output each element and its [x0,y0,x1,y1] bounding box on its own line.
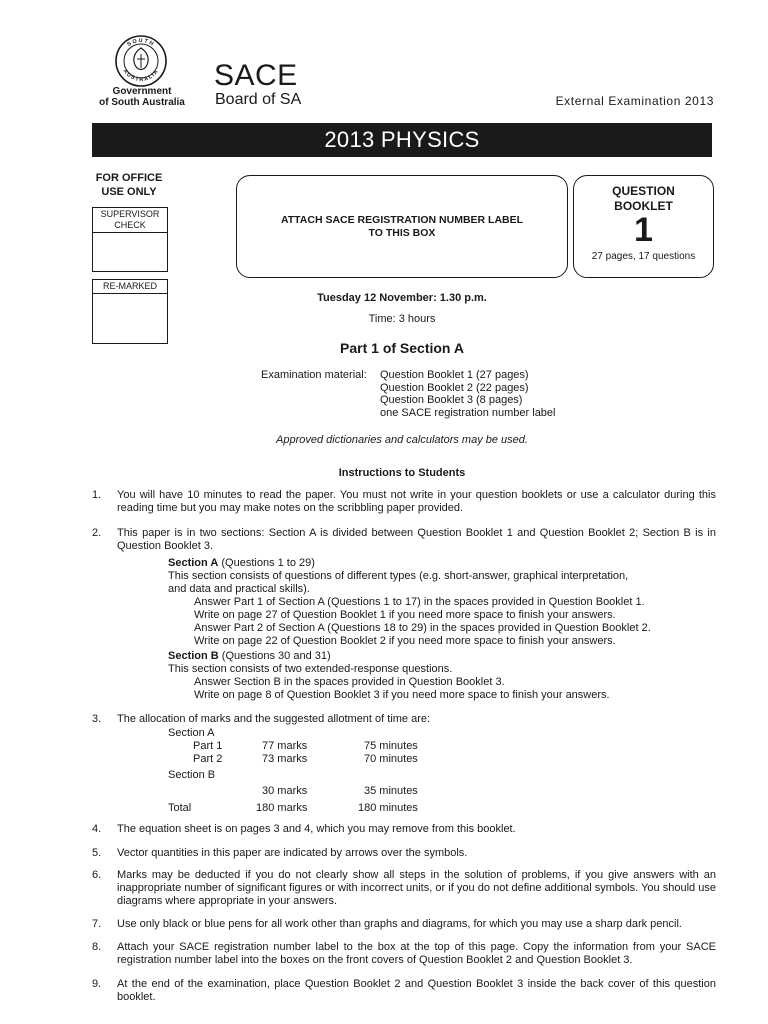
instruction-text: The equation sheet is on pages 3 and 4, which you may remove from this booklet. [117,823,516,835]
instruction-8 [92,941,716,967]
gov-line-1: Government [112,86,172,97]
office-use-title [92,171,166,199]
material-item: Question Booklet 2 (22 pages) [380,381,529,394]
section-a-title: Section A [168,557,219,569]
instruction-3 [92,713,716,726]
instruction-number: 2. [92,527,102,539]
booklet-line-1: QUESTION [612,184,675,198]
approved-note: Approved dictionaries and calculators may be used. [276,434,528,446]
instruction-4 [92,823,716,836]
material-item: Question Booklet 3 (8 pages) [380,394,523,406]
instruction-text: At the end of the examination, place Question Booklet 2 and Question Booklet 3 inside the back cover of this question booklet. [117,978,716,1003]
supervisor-line-1: SUPERVISOR [100,209,160,219]
marks-total-time: 180 minutes [358,802,418,814]
remarked-label: RE-MARKED [93,280,167,294]
question-booklet-box [573,175,714,278]
instructions-heading: Instructions to Students [338,467,466,479]
remarked-box [92,279,168,344]
section-a-line: and data and practical skills). [168,583,310,595]
instruction-text: Use only black or blue pens for all work other than graphs and diagrams, for which you may use a sharp dark pencil. [117,918,682,930]
supervisor-line-2: CHECK [114,220,146,230]
government-seal-logo [114,34,168,88]
sace-title: SACE [214,59,298,92]
instruction-number: 4. [92,823,102,835]
instruction-text: Marks may be deducted if you do not clearly show all steps in the solution of problems, if you give answers with an inappropriate number of significant figures or with incorrect units, or if you do not define additional symbols. You should use diagrams where appropriate in your answers. [117,869,716,907]
instruction-7 [92,918,716,931]
sace-subtitle: Board of SA [215,91,302,108]
section-a-line: Answer Part 1 of Section A (Questions 1 to 17) in the spaces provided in Question Booklet 1. [194,596,645,608]
section-b-title: Section B [168,650,219,662]
marks-part2-time: 70 minutes [364,753,418,765]
instruction-number: 3. [92,713,102,725]
instruction-1 [92,489,716,515]
svg-text:AUSTRALIA: AUSTRALIA [121,68,161,84]
booklet-title [574,184,713,214]
section-a-line: Answer Part 2 of Section A (Questions 18 to 29) in the spaces provided in Question Booklet 2. [194,622,651,634]
booklet-number: 1 [634,211,653,249]
svg-text:SOUTH: SOUTH [126,37,156,49]
exam-label: External Examination 2013 [555,94,714,108]
instruction-text: Attach your SACE registration number label to the box at the top of this page. Copy the information from your SACE registration number label into the boxes on the front covers of Question Booklet 2 and Question Booklet 3. [117,941,716,966]
instruction-9 [92,978,716,1004]
booklet-line-2: BOOKLET [614,199,673,213]
section-b-heading [168,650,331,663]
material-item: one SACE registration number label [380,406,556,419]
marks-part1: Part 1 [193,740,223,752]
section-b-line: This section consists of two extended-response questions. [168,663,453,675]
office-title-line-2: USE ONLY [101,186,157,198]
booklet-pages: 27 pages, 17 questions [591,251,696,262]
instruction-2 [92,527,716,553]
marks-section-b: Section B [168,769,216,781]
exam-time: Time: 3 hours [368,313,436,325]
marks-part2-marks: 73 marks [262,753,308,765]
section-b-line: Write on page 8 of Question Booklet 3 if you need more space to finish your answers. [194,689,610,701]
supervisor-check-label [93,208,167,233]
supervisor-check-box [92,207,168,272]
registration-line-1: ATTACH SACE REGISTRATION NUMBER LABEL [280,213,524,226]
government-name [92,86,192,108]
instruction-number: 1. [92,489,102,501]
section-a-line: Write on page 27 of Question Booklet 1 if you need more space to finish your answers. [194,609,616,621]
examination-material [261,369,555,419]
section-a-range: (Questions 1 to 29) [218,557,315,569]
instruction-text: This paper is in two sections: Section A is divided between Question Booklet 1 and Question Booklet 2; Section B is in Question Booklet 3. [117,527,716,552]
instruction-text: You will have 10 minutes to read the paper. You must not write in your question booklets or use a calculator during this reading time but you may make notes on the scribbling paper provided. [117,489,716,514]
instruction-text: The allocation of marks and the suggested allotment of time are: [117,713,431,725]
marks-part1-time: 75 minutes [364,740,418,752]
instruction-6 [92,869,716,908]
instruction-number: 7. [92,918,102,930]
material-label: Examination material: [261,369,367,381]
marks-b-marks: 30 marks [262,785,308,797]
section-a-heading [168,557,315,570]
material-item: Question Booklet 1 (27 pages) [380,369,529,381]
section-a-line: This section consists of questions of different types (e.g. short-answer, graphical interpretation, [168,570,629,582]
marks-total: Total [168,802,192,814]
marks-part1-marks: 77 marks [262,740,308,752]
title-banner: 2013 PHYSICS [92,123,712,157]
marks-part2: Part 2 [193,753,223,765]
instruction-number: 6. [92,869,102,881]
part-heading: Part 1 of Section A [340,340,464,356]
instruction-5 [92,847,716,860]
section-b-line: Answer Section B in the spaces provided in Question Booklet 3. [194,676,505,688]
marks-section-a: Section A [168,727,215,739]
registration-line-2: TO THIS BOX [368,226,436,239]
gov-line-2: of South Australia [99,97,185,108]
section-a-line: Write on page 22 of Question Booklet 2 if you need more space to finish your answers. [194,635,616,647]
marks-b-time: 35 minutes [364,785,418,797]
office-title-line-1: FOR OFFICE [95,172,163,184]
instruction-text: Vector quantities in this paper are indicated by arrows over the symbols. [117,847,468,859]
marks-total-marks: 180 marks [256,802,308,814]
instruction-number: 8. [92,941,102,953]
exam-date: Tuesday 12 November: 1.30 p.m. [317,292,487,304]
instruction-number: 9. [92,978,102,990]
section-b-range: (Questions 30 and 31) [218,650,331,662]
registration-label-box [236,175,568,278]
instruction-number: 5. [92,847,102,859]
